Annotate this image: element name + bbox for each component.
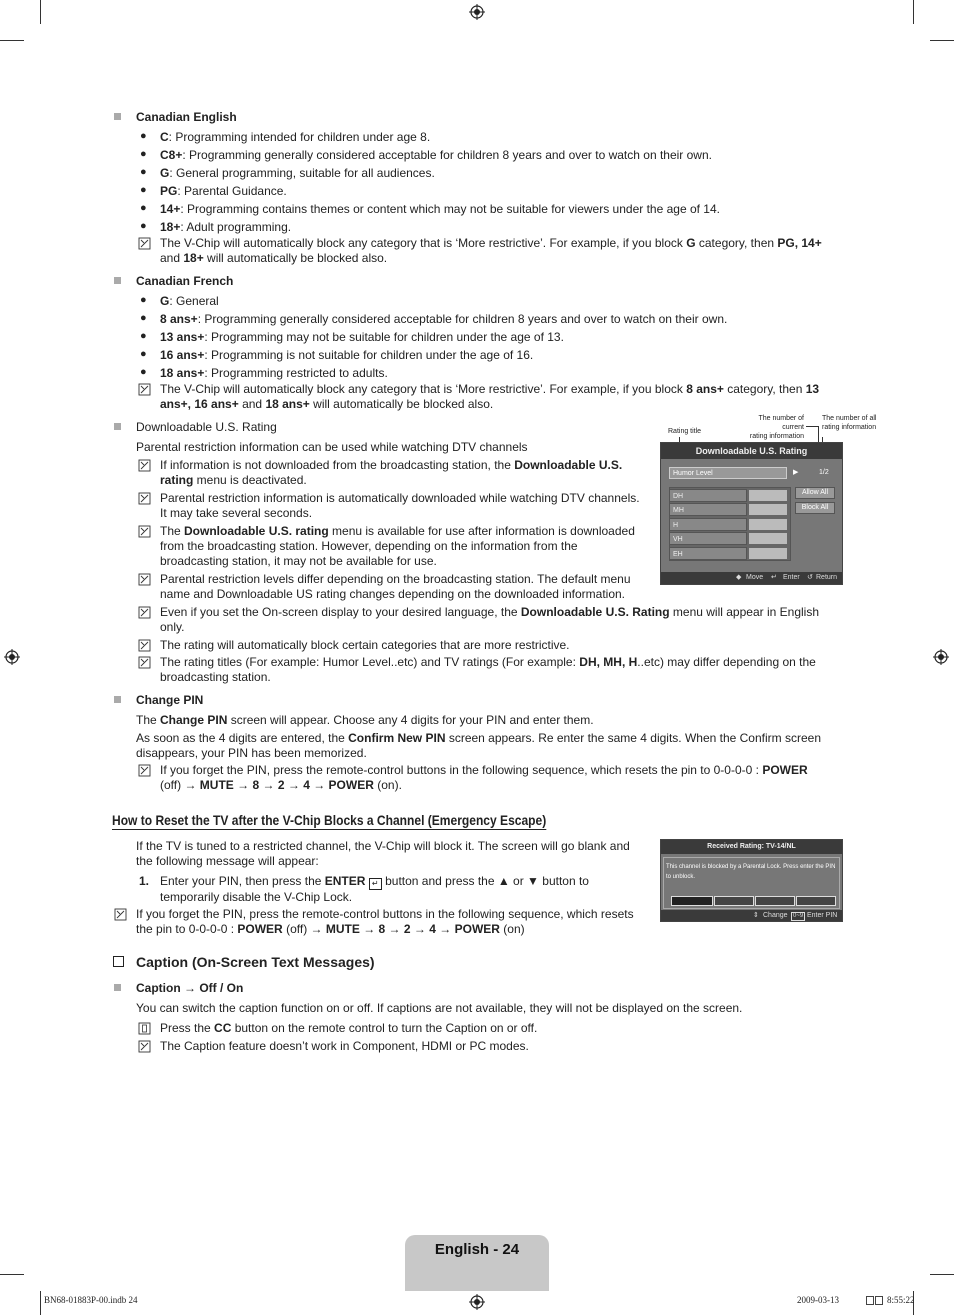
- rating-desc: : Programming generally considered acceptable for children 8 years and over to watch on their own.: [197, 312, 728, 326]
- downloadable-note-2: [160, 491, 660, 521]
- note-bold: 2: [403, 922, 411, 936]
- change-pin-note: [160, 763, 850, 793]
- canadian-english-note: [160, 236, 850, 266]
- rating-code: G: [160, 166, 170, 180]
- rating-desc: : Programming intended for children under age 8.: [168, 130, 431, 144]
- note-bold: MUTE: [199, 778, 234, 792]
- note-text: →: [309, 778, 329, 792]
- downloadable-note-7: [160, 655, 850, 685]
- section-square-icon: [114, 984, 121, 991]
- para-text: the following message will appear:: [136, 854, 319, 868]
- bullet-icon: ●: [140, 130, 147, 142]
- rating-desc: : Programming generally considered acceptable for children 8 years and over to watch on their own.: [182, 148, 712, 162]
- para-text: disappears, your PIN has been memorized.: [136, 746, 367, 760]
- caption-para: You can switch the caption function on or off. If captions are not available, they will not be displayed on the screen.: [136, 1001, 743, 1015]
- change-pin-heading: Change PIN: [136, 693, 204, 707]
- note-text: If you forget the PIN, press the remote-control buttons in the following sequence, which resets the pin to 0-0-0-0 :: [160, 763, 763, 777]
- note-text: category, then: [723, 382, 806, 396]
- footer-file: BN68-01883P-00.indb 24: [44, 1295, 138, 1305]
- downloadable-note-4: [160, 572, 660, 602]
- footer-enter: Enter: [783, 574, 800, 581]
- rating-code: C8+: [160, 148, 183, 162]
- note-text: and: [238, 397, 266, 411]
- rating-item: [160, 294, 850, 309]
- rating-code: 18 ans+: [160, 366, 205, 380]
- rating-lock-cell[interactable]: [749, 490, 787, 501]
- pin-digit-field[interactable]: [796, 896, 836, 906]
- footer-time: 8:55:22: [887, 1295, 915, 1305]
- downloadable-note-5: [160, 605, 850, 635]
- note-text: button on the remote control to turn the Caption on or off.: [231, 1021, 538, 1035]
- note-text: The rating titles (For example: Humor Level..etc) and TV ratings (For example:: [160, 655, 580, 669]
- note-bold: POWER: [237, 922, 283, 936]
- para-text: As soon as the 4 digits are entered, the: [136, 731, 349, 745]
- return-icon: ↺: [807, 574, 813, 581]
- bullet-icon: ●: [140, 166, 147, 178]
- caption-note-1: [160, 1021, 850, 1036]
- reset-heading: How to Reset the TV after the V-Chip Blocks a Channel (Emergency Escape): [112, 812, 547, 828]
- footer-key: 0~9: [793, 913, 804, 919]
- note-text: name and Downloadable US rating changes depending on the downloaded information.: [160, 587, 625, 601]
- page-tab: [405, 1235, 549, 1291]
- step-text: temporarily disable the V-Chip Lock.: [160, 890, 353, 904]
- note-icon: [138, 492, 151, 505]
- rating-code: 13 ans+: [160, 330, 205, 344]
- note-text: →: [259, 778, 278, 792]
- rating-desc: : Programming restricted to adults.: [204, 366, 388, 380]
- note-text: menu will appear in English: [669, 605, 819, 619]
- label-line: rating information: [822, 424, 877, 431]
- step-text: Enter your PIN, then press the: [160, 874, 325, 888]
- bullet-icon: ●: [140, 348, 147, 360]
- canadian-english-heading: Canadian English: [136, 110, 237, 124]
- note-icon: [138, 1040, 151, 1053]
- crop-mark: [40, 1291, 41, 1315]
- rating-desc: : Programming contains themes or content which may not be suitable for viewers under the age of 14.: [180, 202, 720, 216]
- osd-footer: [661, 572, 842, 584]
- note-text: The V-Chip will automatically block any category that is ‘More restrictive’. For example, if you block: [160, 382, 687, 396]
- bullet-icon: ●: [140, 148, 147, 160]
- label-line: The number of all: [822, 415, 877, 422]
- note-text: Even if you set the On-screen display to your desired language, the: [160, 605, 521, 619]
- note-text: →: [233, 778, 253, 792]
- rating-desc: : General programming, suitable for all audiences.: [169, 166, 435, 180]
- para-bold: Change PIN: [160, 713, 228, 727]
- glyph-box-icon: [866, 1296, 874, 1305]
- note-bold: Downloadable U.S. Rating: [520, 605, 670, 619]
- note-bold: 8 ans+: [686, 382, 724, 396]
- rating-code: 8 ans+: [160, 312, 198, 326]
- para-text: The: [136, 713, 161, 727]
- page-counter: 1/2: [819, 469, 829, 476]
- step-bold: ENTER: [324, 874, 366, 888]
- note-text: If you forget the PIN, press the remote-control buttons in the following sequence, which resets: [136, 907, 634, 921]
- rating-desc: : Adult programming.: [180, 220, 292, 234]
- note-bold: 8: [252, 778, 260, 792]
- rating-item: [160, 220, 850, 235]
- pin-digit-field[interactable]: [755, 896, 795, 906]
- rating-row[interactable]: MH: [669, 503, 747, 516]
- message-line: This channel is blocked by a Parental Lock. Press enter the PIN: [666, 864, 836, 870]
- downloadable-intro: Parental restriction information can be used while watching DTV channels: [136, 440, 528, 454]
- rating-code: C: [160, 130, 169, 144]
- rating-lock-cell[interactable]: [749, 548, 787, 559]
- rating-row[interactable]: EH: [669, 547, 747, 560]
- footer-date: 2009-03-13: [797, 1295, 839, 1305]
- note-text: →: [385, 922, 404, 936]
- note-bold: 4: [429, 922, 436, 936]
- section-square-icon: [114, 277, 121, 284]
- pin-digit-field[interactable]: [671, 896, 713, 906]
- caption-section-heading: Caption (On-Screen Text Messages): [136, 954, 375, 970]
- rating-row[interactable]: DH: [669, 489, 747, 502]
- para-text: screen will appear. Choose any 4 digits for your PIN and enter them.: [227, 713, 594, 727]
- rating-lock-cell[interactable]: [749, 519, 787, 530]
- note-bold: 8: [378, 922, 386, 936]
- crop-mark: [913, 0, 914, 24]
- note-text: (off) →: [160, 778, 200, 792]
- bullet-icon: ●: [140, 220, 147, 232]
- leader-line: [806, 426, 818, 427]
- downloadable-note-6: The rating will automatically block certain categories that are more restrictive.: [160, 638, 570, 652]
- bullet-icon: ●: [140, 202, 147, 214]
- note-icon: [138, 525, 151, 538]
- caption-heading: [136, 981, 243, 995]
- note-text: category, then: [695, 236, 778, 250]
- note-bold: MUTE: [325, 922, 360, 936]
- rating-item: [160, 366, 850, 381]
- crop-mark: [930, 40, 954, 41]
- move-icon: ◆: [736, 574, 742, 581]
- remote-icon: [138, 1022, 151, 1035]
- note-icon: [114, 908, 127, 921]
- note-bold: CC: [214, 1021, 232, 1035]
- footer-return: Return: [816, 574, 838, 581]
- osd-footer: [661, 910, 842, 921]
- note-icon: [138, 606, 151, 619]
- step-text: button and press the ▲ or ▼ button to: [381, 874, 589, 888]
- note-text: ..etc) may differ depending on the: [637, 655, 816, 669]
- note-text: →: [410, 922, 430, 936]
- section-square-icon: [114, 113, 121, 120]
- label-line: rating information: [749, 433, 804, 440]
- note-icon: [138, 656, 151, 669]
- note-text: will automatically be blocked also.: [309, 397, 494, 411]
- note-text: (on).: [373, 778, 402, 792]
- rating-row[interactable]: VH: [669, 532, 747, 545]
- note-text: from the broadcasting station. However, depending on the information from the: [160, 539, 578, 553]
- note-bold: 2: [277, 778, 285, 792]
- note-bold: 18+: [183, 251, 204, 265]
- registration-mark-icon: [933, 649, 949, 665]
- note-text: menu is deactivated.: [193, 473, 307, 487]
- note-text: The V-Chip will automatically block any category that is ‘More restrictive’. For example, if you block: [160, 236, 687, 250]
- note-icon: [138, 459, 151, 472]
- bullet-icon: ●: [140, 312, 147, 324]
- heading-text: Caption →: [136, 981, 200, 995]
- label-line: The number of current: [758, 415, 804, 431]
- note-bold: PG, 14+: [777, 236, 822, 250]
- note-icon: [138, 383, 151, 396]
- note-text: broadcasting station, it may not be available for use.: [160, 554, 437, 568]
- bullet-icon: ●: [140, 366, 147, 378]
- rating-item: [160, 184, 850, 199]
- note-bold: rating: [160, 473, 194, 487]
- rating-item: [160, 312, 850, 327]
- rating-item: [160, 148, 850, 163]
- rating-desc: : General: [169, 294, 219, 308]
- note-text: will automatically be blocked also.: [203, 251, 388, 265]
- note-text: (off) →: [282, 922, 326, 936]
- note-bold: Downloadable U.S.: [514, 458, 623, 472]
- para-bold: Confirm New PIN: [348, 731, 446, 745]
- downloadable-note-1: [160, 458, 650, 488]
- note-bold: 18 ans+: [265, 397, 310, 411]
- arrow-right-icon[interactable]: ▶: [793, 469, 799, 476]
- canadian-french-heading: Canadian French: [136, 274, 234, 288]
- step-number: 1.: [139, 874, 150, 888]
- note-bold: POWER: [454, 922, 500, 936]
- note-bold: Downloadable U.S. rating: [184, 524, 329, 538]
- downloadable-note-3: [160, 524, 660, 569]
- rating-item: [160, 130, 850, 145]
- rating-lock-cell[interactable]: [749, 504, 787, 515]
- note-text: Parental restriction levels differ depending on the broadcasting station. The default menu: [160, 572, 631, 586]
- bullet-icon: ●: [140, 184, 147, 196]
- crop-mark: [930, 1274, 954, 1275]
- rating-code: 18+: [160, 220, 181, 234]
- note-bold: 4: [303, 778, 310, 792]
- blocked-channel-screen: [660, 839, 843, 922]
- note-bold: G: [686, 236, 696, 250]
- rating-row[interactable]: H: [669, 518, 747, 531]
- note-icon: [138, 639, 151, 652]
- note-bold: 13: [805, 382, 820, 396]
- humor-level-field[interactable]: Humor Level: [669, 467, 787, 479]
- note-text: only.: [160, 620, 185, 634]
- pin-digit-field[interactable]: [714, 896, 754, 906]
- caption-note-2: The Caption feature doesn’t work in Component, HDMI or PC modes.: [160, 1039, 529, 1053]
- canadian-french-note: [160, 382, 850, 412]
- reset-step-1: [160, 874, 640, 905]
- label-all-count: [822, 414, 882, 432]
- note-text: broadcasting station.: [160, 670, 271, 684]
- section-square-icon: [114, 696, 121, 703]
- reset-note: [136, 907, 656, 937]
- note-text: Parental restriction information is automatically downloaded while watching DTV channels.: [160, 491, 640, 505]
- note-text: →: [284, 778, 304, 792]
- osd-title: Downloadable U.S. Rating: [661, 443, 842, 459]
- change-pin-para-2: [136, 731, 842, 761]
- rating-code: PG: [160, 184, 178, 198]
- note-icon: [138, 764, 151, 777]
- osd-message-box: [663, 857, 840, 909]
- rating-item: [160, 330, 850, 345]
- footer-enter-pin: Enter PIN: [807, 912, 838, 919]
- allow-all-button[interactable]: Allow All: [795, 487, 835, 499]
- label-rating-title: Rating title: [668, 428, 702, 435]
- registration-mark-icon: [469, 4, 485, 20]
- downloadable-rating-screen: [660, 442, 843, 585]
- page-number: English - 24: [434, 1241, 520, 1258]
- osd-title: Received Rating: TV-14/NL: [661, 840, 842, 854]
- para-text: If the TV is tuned to a restricted channel, the V-Chip will block it. The screen will go blank and: [136, 839, 630, 853]
- rating-code: G: [160, 294, 170, 308]
- rating-lock-cell[interactable]: [749, 533, 787, 544]
- rating-item: [160, 202, 850, 217]
- para-text: screen appears. Re enter the same 4 digits. When the Confirm screen: [445, 731, 821, 745]
- up-down-icon: ⇕: [753, 912, 759, 919]
- note-text: If information is not downloaded from the broadcasting station, the: [160, 458, 515, 472]
- rating-desc: : Programming may not be suitable for children under the age of 13.: [204, 330, 564, 344]
- reset-para: [136, 839, 646, 869]
- registration-mark-icon: [4, 649, 20, 665]
- heading-text: Off / On: [199, 981, 244, 995]
- note-text: The: [160, 524, 185, 538]
- note-text: (on): [499, 922, 525, 936]
- rating-desc: : Parental Guidance.: [177, 184, 287, 198]
- section-square-icon: [114, 423, 121, 430]
- bullet-icon: ●: [140, 330, 147, 342]
- note-text: →: [359, 922, 379, 936]
- note-text: Press the: [160, 1021, 215, 1035]
- note-bold: POWER: [328, 778, 374, 792]
- block-all-button[interactable]: Block All: [795, 502, 835, 514]
- note-icon: [138, 573, 151, 586]
- rating-desc: : Programming is not suitable for children under the age of 16.: [204, 348, 534, 362]
- rating-code: 14+: [160, 202, 181, 216]
- note-icon: [138, 237, 151, 250]
- note-text: menu is available for use after information is downloaded: [328, 524, 635, 538]
- rating-item: [160, 348, 850, 363]
- note-text: and: [160, 251, 184, 265]
- checkbox-icon: [113, 956, 124, 967]
- crop-mark: [40, 0, 41, 24]
- rating-item: [160, 166, 850, 181]
- crop-mark: [0, 1274, 24, 1275]
- note-text: It may take several seconds.: [160, 506, 313, 520]
- footer-change: Change: [763, 912, 788, 919]
- note-bold: DH, MH, H: [579, 655, 638, 669]
- change-pin-para-1: [136, 713, 842, 728]
- note-text: →: [435, 922, 455, 936]
- enter-key-icon: ↵: [369, 878, 382, 890]
- registration-mark-icon: [469, 1294, 485, 1310]
- glyph-box-icon: [875, 1296, 883, 1305]
- crop-mark: [0, 40, 24, 41]
- rating-code: 16 ans+: [160, 348, 205, 362]
- osd-message: [666, 862, 835, 882]
- note-bold: ans+, 16 ans+: [160, 397, 239, 411]
- bullet-icon: ●: [140, 294, 147, 306]
- message-line: to unblock.: [666, 874, 696, 880]
- footer-move: Move: [746, 574, 764, 581]
- note-bold: POWER: [762, 763, 808, 777]
- downloadable-heading: Downloadable U.S. Rating: [136, 420, 277, 434]
- label-current-count: [736, 414, 804, 441]
- note-text: the pin to 0-0-0-0 :: [136, 922, 238, 936]
- enter-icon: ↵: [771, 574, 777, 581]
